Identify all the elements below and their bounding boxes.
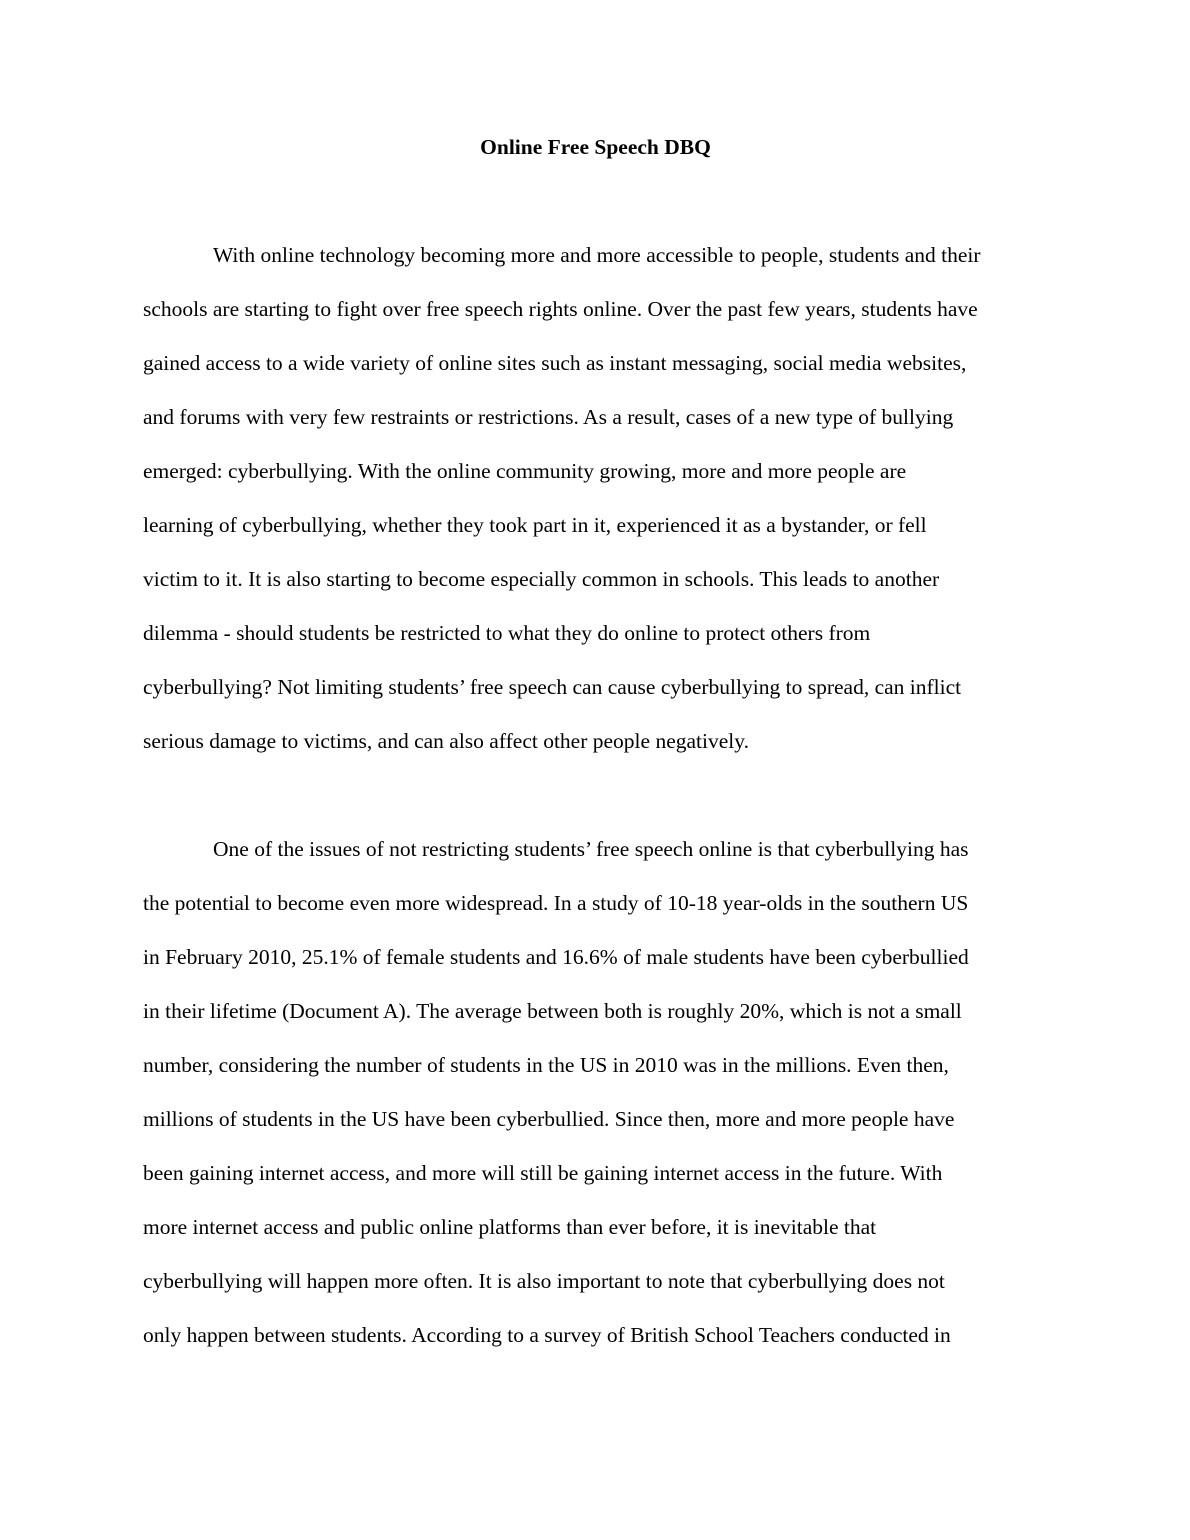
paragraph-1-line: emerged: cyberbullying. With the online community growing, more and more people are — [143, 459, 907, 483]
paragraph-1-line: learning of cyberbullying, whether they took part in it, experienced it as a bystander, or fell — [143, 513, 927, 537]
paragraph-1-line: schools are starting to fight over free speech rights online. Over the past few years, students have — [143, 297, 978, 321]
paragraph-2-line: in their lifetime (Document A). The average between both is roughly 20%, which is not a small — [143, 999, 962, 1023]
paragraph-1-line: gained access to a wide variety of online sites such as instant messaging, social media websites, — [143, 351, 967, 375]
paragraph-2-line: been gaining internet access, and more will still be gaining internet access in the future. With — [143, 1161, 943, 1185]
paragraph-1-line: victim to it. It is also starting to become especially common in schools. This leads to another — [143, 567, 940, 591]
paragraph-1-line: dilemma - should students be restricted to what they do online to protect others from — [143, 621, 871, 645]
paragraph-2-line: One of the issues of not restricting students’ free speech online is that cyberbullying has — [213, 837, 969, 861]
paragraph-1 — [143, 228, 1060, 768]
paragraph-2 — [143, 822, 1060, 1362]
paragraph-1-line: cyberbullying? Not limiting students’ free speech can cause cyberbullying to spread, can inflict — [143, 675, 962, 699]
paragraph-1-line: serious damage to victims, and can also affect other people negatively. — [143, 729, 749, 753]
paragraph-2-line: number, considering the number of students in the US in 2010 was in the millions. Even then, — [143, 1053, 949, 1077]
paragraph-1-line: With online technology becoming more and more accessible to people, students and their — [213, 243, 981, 267]
paragraph-2-line: cyberbullying will happen more often. It is also important to note that cyberbullying does not — [143, 1269, 945, 1293]
paragraph-2-line: only happen between students. According to a survey of British School Teachers conducted in — [143, 1323, 951, 1347]
paragraph-2-line: the potential to become even more widespread. In a study of 10-18 year-olds in the southern US — [143, 891, 969, 915]
paragraph-2-line: millions of students in the US have been cyberbullied. Since then, more and more people have — [143, 1107, 955, 1131]
paragraph-1-line: and forums with very few restraints or restrictions. As a result, cases of a new type of bullying — [143, 405, 954, 429]
paragraph-2-line: in February 2010, 25.1% of female students and 16.6% of male students have been cyberbullied — [143, 945, 969, 969]
paragraph-2-line: more internet access and public online platforms than ever before, it is inevitable that — [143, 1215, 877, 1239]
document-title: Online Free Speech DBQ — [480, 135, 711, 159]
